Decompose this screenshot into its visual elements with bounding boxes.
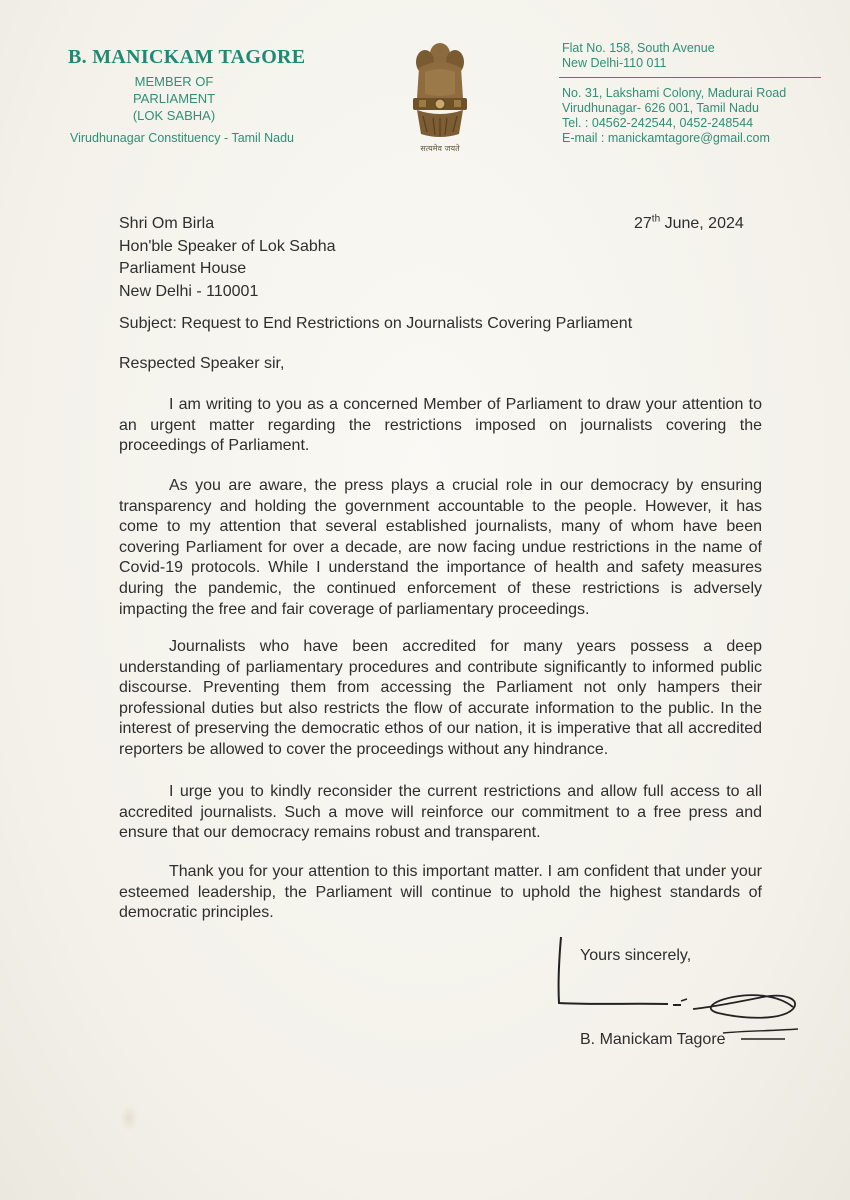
salutation: Respected Speaker sir, (119, 355, 285, 372)
subject-line: Subject: Request to End Restrictions on Journalists Covering Parliament (119, 315, 633, 332)
recipient-name: Shri Om Birla (119, 215, 215, 232)
signatory-name: B. Manickam Tagore (580, 1031, 726, 1048)
recipient-city: New Delhi - 110001 (119, 282, 259, 300)
body-paragraph: Journalists who have been accredited for many years possess a deep understanding of parliamentary procedures and contribute significantly to informed public discourse. Preventing them from accessing the Parliament not only hampers their professional duties but also restricts the flow of accurate information to the public. In the interest of preserving the democratic ethos of our nation, it is imperative that all accredited reporters be allowed to cover the proceedings without any hindrance. (119, 638, 762, 758)
email: E-mail : manickamtagore@gmail.com (562, 131, 770, 145)
date-day: 27 (634, 215, 652, 232)
date-suffix: th (651, 213, 661, 225)
recipient-building: Parliament House (119, 260, 247, 277)
address-divider (559, 77, 821, 78)
paper-smudge (120, 1105, 138, 1131)
body-paragraph: Thank you for your attention to this important matter. I am confident that under your esteemed leadership, the Parliament will continue to uphold the highest standards of democratic principles. (119, 863, 762, 922)
body-paragraph: I am writing to you as a concerned Member of Parliament to draw your attention to an urgent matter regarding the restrictions imposed on journalists covering the proceedings of Parliament. (119, 396, 762, 455)
local-address-line2: Virudhunagar- 626 001, Tamil Nadu (562, 101, 759, 115)
emblem-motto: सत्यमेव जयते (420, 144, 460, 153)
date-rest: June, 2024 (660, 215, 744, 232)
recipient-address (119, 213, 336, 303)
body-paragraph: As you are aware, the press plays a crucial role in our democracy by ensuring transparency and holding the government accountable to the people. However, it has come to my attention that several established journalists, many of whom have been covering Parliament for over a decade, are now facing undue restrictions in the name of Covid-19 protocols. While I understand the importance of health and safety measures during the pandemic, the continued enforcement of these restrictions is adversely impacting the free and fair coverage of parliamentary proceedings. (119, 477, 762, 618)
letterhead-name: B. MANICKAM TAGORE (68, 46, 306, 68)
handwritten-signature (553, 935, 803, 1045)
telephone: Tel. : 04562-242544, 0452-248544 (562, 116, 754, 130)
national-emblem-icon (405, 38, 475, 156)
letterhead-addresses (562, 41, 822, 146)
letterhead-role-line2: (LOK SABHA) (132, 108, 216, 123)
local-address-line1: No. 31, Lakshami Colony, Madurai Road (562, 86, 787, 100)
delhi-address-line2: New Delhi-110 011 (562, 56, 667, 70)
recipient-title: Hon'ble Speaker of Lok Sabha (119, 237, 336, 255)
letter-date (634, 214, 744, 234)
body-paragraph: I urge you to kindly reconsider the current restrictions and allow full access to all accredited journalists. Such a move will reinforce our commitment to a free press and ensure that our democracy remains robust and transparent. (119, 783, 762, 842)
closing: Yours sincerely, (580, 947, 692, 964)
delhi-address-line1: Flat No. 158, South Avenue (562, 41, 715, 55)
letterhead-role-line1: MEMBER OF PARLIAMENT (132, 74, 216, 106)
letterhead-constituency: Virudhunagar Constituency - Tamil Nadu (70, 131, 294, 145)
letterhead-role (104, 73, 244, 124)
